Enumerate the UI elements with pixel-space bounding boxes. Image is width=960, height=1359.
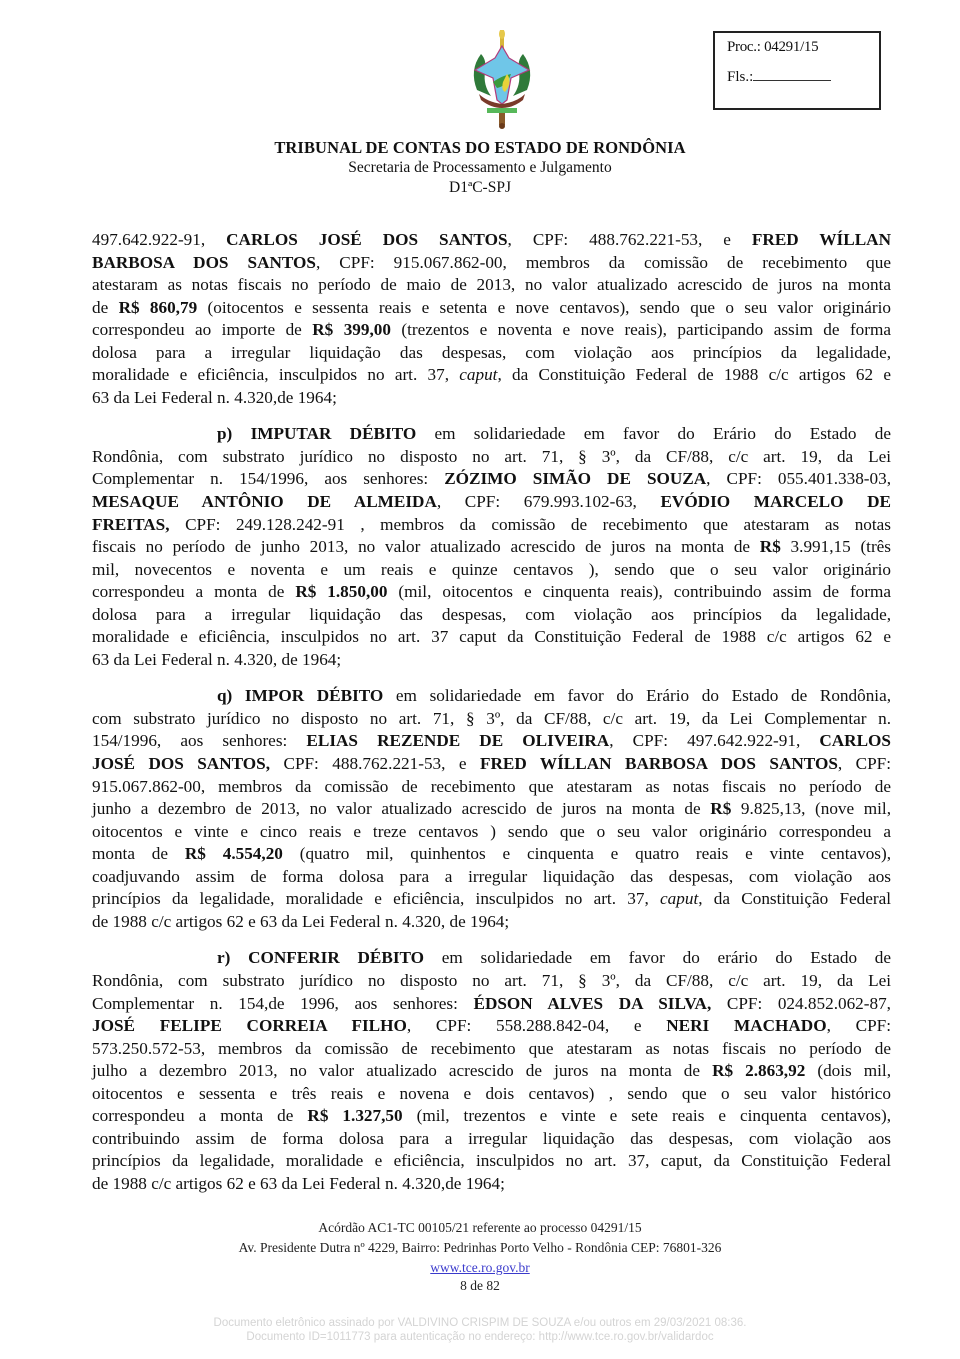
text-line: [92, 559, 891, 582]
text-run: (quatro mil, quinhentos e cinquenta e quatro reais e vinte centavos),: [282, 844, 891, 864]
text-line: [92, 319, 891, 342]
text-run: Complementar n. 154/1996, aos senhores:: [92, 469, 445, 489]
text-run: dolosa para a irregular liquidação das despesas, com violação aos princípios da legalidade,: [92, 604, 891, 624]
text-run: mil, novecentos e noventa e um reais e quinze centavos ), sendo que o seu valor originário: [92, 559, 891, 579]
bold-text: R$ 4.554,20: [184, 844, 283, 864]
bold-text: FRED WÍLLAN: [751, 230, 891, 249]
text-run: (mil, trezentos e vinte e sete reais e cinquenta centavos),: [402, 1106, 891, 1126]
text-line: [92, 866, 891, 889]
text-line: [92, 387, 891, 410]
text-run: coadjuvando assim de forma dolosa para a irregular liquidação das despesas, com violação aos: [92, 866, 891, 886]
text-line: [92, 297, 891, 320]
text-run: com substrato jurídico no disposto no art. 71, § 3º, da CF/88, c/c art. 19, da Lei Complementar n.: [92, 708, 891, 728]
page-number: 8 de 82: [460, 1278, 500, 1293]
text-run: de 1988 c/c artigos 62 e 63 da Lei Federal n. 4.320,de 1964;: [92, 1173, 505, 1193]
text-line: [92, 229, 891, 252]
text-line: [92, 1038, 891, 1061]
text-line: [92, 798, 891, 821]
text-run: oitocentos e sessenta e três reais e novena e dois centavos) , sendo que o seu valor histórico: [92, 1083, 891, 1103]
bold-text: R$ 2.863,92: [712, 1061, 806, 1081]
text-run: (trezentos e noventa e nove reais), participando assim de forma: [390, 320, 891, 340]
bold-text: FRED WÍLLAN BARBOSA DOS SANTOS: [479, 754, 838, 774]
text-run: Rondônia, com substrato jurídico no disposto no art. 71, § 3º, da CF/88, c/c art. 19, da Lei: [92, 446, 891, 466]
text-line: [92, 1083, 891, 1106]
text-run: oitocentos e vinte e cinco reais e treze centavos ) sendo que o seu valor originário correspondeu a: [92, 821, 891, 841]
footer-address: Av. Presidente Dutra nº 4229, Bairro: Pedrinhas Porto Velho - Rondônia CEP: 76801-326: [238, 1240, 722, 1255]
paragraph-gap: [92, 671, 891, 685]
text-run: 154/1996, aos senhores:: [92, 731, 307, 751]
text-line: [92, 753, 891, 776]
bold-text: R$ 1.327,50: [307, 1106, 403, 1126]
text-line: [92, 685, 891, 708]
paragraph: [92, 229, 891, 409]
bold-text: p) IMPUTAR DÉBITO: [217, 424, 417, 444]
text-line: [92, 491, 891, 514]
text-line: [92, 626, 891, 649]
text-line: [92, 274, 891, 297]
bold-text: JOSÉ FELIPE CORREIA FILHO: [92, 1016, 407, 1036]
text-run: Complementar n. 154,de 1996, aos senhores:: [92, 993, 474, 1013]
text-line: [92, 536, 891, 559]
text-line: [92, 1150, 891, 1173]
text-run: (oitocentos e sessenta reais e setenta e nove centavos), sendo que o seu valor originário: [197, 297, 891, 317]
text-line: [92, 342, 891, 365]
text-line: [92, 468, 891, 491]
text-run: julho a dezembro 2013, no valor atualizado acrescido de juros na monta de: [92, 1061, 713, 1081]
text-line: [92, 1015, 891, 1038]
text-line: [92, 888, 891, 911]
bold-text: JOSÉ DOS SANTOS,: [92, 754, 271, 774]
text-run: correspondeu a monta de: [92, 582, 296, 602]
text-run: , CPF:: [826, 1016, 891, 1036]
paragraph: [92, 947, 891, 1195]
text-line: [92, 423, 891, 446]
text-run: em solidariedade em favor do erário do Estado de: [424, 948, 891, 968]
bold-text: CARLOS JOSÉ DOS SANTOS: [226, 230, 508, 249]
paragraph-gap: [92, 409, 891, 423]
text-run: 573.250.572-53, membros da comissão de recebimento que atestaram as notas fiscais no período de: [92, 1038, 891, 1058]
text-run: , CPF: 055.401.338-03,: [706, 469, 892, 489]
document-body: [92, 229, 891, 1195]
text-run: 63 da Lei Federal n. 4.320,de 1964;: [92, 387, 337, 407]
text-run: princípios da legalidade, moralidade e eficiência, insculpidos no art. 37, caput, da Constituição Federal: [92, 1151, 891, 1171]
text-line: [92, 581, 891, 604]
bold-text: NERI MACHADO: [666, 1016, 827, 1036]
text-line: [92, 993, 891, 1016]
department-subtitle: Secretaria de Processamento e Julgamento: [348, 159, 612, 176]
text-run: 9.825,13, (nove mil,: [731, 799, 891, 819]
bold-text: ÉDSON ALVES DA SILVA,: [473, 993, 712, 1013]
text-run: Rondônia, com substrato jurídico no disposto no art. 71, § 3º, da CF/88, c/c art. 19, da Lei: [92, 970, 891, 990]
text-run: 3.991,15 (três: [780, 537, 891, 557]
text-line: [92, 446, 891, 469]
text-run: CPF: 488.762.221-53, e: [270, 754, 480, 774]
text-run: princípios da legalidade, moralidade e eficiência, insculpidos no art. 37,: [92, 889, 661, 909]
text-run: 497.642.922-91,: [92, 230, 227, 249]
italic-text: caput: [660, 889, 699, 909]
text-line: [92, 1060, 891, 1083]
folio-label: Fls.:: [727, 69, 754, 85]
footer-website-link[interactable]: www.tce.ro.gov.br: [430, 1260, 530, 1275]
text-run: (dois mil,: [805, 1061, 891, 1081]
signature-watermark-line1: Documento eletrônico assinado por VALDIVINO CRISPIM DE SOUZA e/ou outros em 29/03/2021 08:36.: [213, 1317, 747, 1329]
text-run: , da Constituição Federal: [698, 889, 891, 909]
text-run: em solidariedade em favor do Erário do Estado de Rondônia,: [383, 686, 891, 706]
bold-text: ELIAS REZENDE DE OLIVEIRA: [306, 731, 610, 751]
process-number: Proc.: 04291/15: [727, 39, 819, 55]
text-run: monta de: [92, 844, 185, 864]
text-run: , CPF: 488.762.221-53, e: [507, 230, 752, 249]
text-line: [92, 252, 891, 275]
italic-text: caput: [459, 365, 498, 385]
process-stamp-box: [713, 31, 881, 110]
text-run: , CPF: 558.288.842-04, e: [406, 1016, 667, 1036]
text-line: [92, 604, 891, 627]
bold-text: R$: [710, 799, 732, 819]
bold-text: CARLOS: [819, 731, 891, 751]
bold-text: R$ 1.850,00: [295, 582, 388, 602]
folio-blank-line: [753, 67, 831, 81]
text-line: [92, 514, 891, 537]
paragraph: [92, 423, 891, 671]
text-run: de 1988 c/c artigos 62 e 63 da Lei Federal n. 4.320, de 1964;: [92, 911, 510, 931]
text-line: [92, 911, 891, 934]
text-run: CPF: 249.128.242-91 , membros da comissão de recebimento que atestaram as notas: [169, 514, 891, 534]
text-line: [92, 970, 891, 993]
text-run: , CPF:: [837, 754, 891, 774]
text-line: [92, 649, 891, 672]
rondonia-coat-of-arms-icon: [467, 30, 537, 130]
text-run: , da Constituição Federal de 1988 c/c artigos 62 e: [497, 365, 891, 385]
text-run: contribuindo assim de forma dolosa para a irregular liquidação das despesas, com violação aos: [92, 1128, 891, 1148]
bold-text: ZÓZIMO SIMÃO DE SOUZA: [444, 469, 707, 489]
text-run: junho a dezembro de 2013, no valor atualizado acrescido de juros na monta de: [92, 799, 711, 819]
text-run: moralidade e eficiência, insculpidos no art. 37 caput da Constituição Federal de 1988 c/c artigos 62 e: [92, 627, 891, 647]
paragraph: [92, 685, 891, 933]
text-line: [92, 364, 891, 387]
text-line: [92, 730, 891, 753]
bold-text: R$ 399,00: [312, 320, 391, 340]
text-run: (mil, oitocentos e cinquenta reais), contribuindo assim de forma: [387, 582, 891, 602]
text-run: , CPF: 679.993.102-63,: [436, 492, 661, 512]
text-line: [92, 1173, 891, 1196]
text-line: [92, 708, 891, 731]
bold-text: q) IMPOR DÉBITO: [217, 686, 384, 706]
division-code: D1ªC-SPJ: [449, 179, 511, 196]
text-run: dolosa para a irregular liquidação das despesas, com violação aos princípios da legalidade,: [92, 342, 891, 362]
text-run: , CPF: 497.642.922-91,: [609, 731, 820, 751]
folio-field: [727, 67, 831, 86]
bold-text: FREITAS,: [92, 514, 170, 534]
text-line: [92, 776, 891, 799]
text-line: [92, 1128, 891, 1151]
text-line: [92, 821, 891, 844]
text-run: atestaram as notas fiscais no período de maio de 2013, no valor atualizado acrescido de juros na monta: [92, 275, 891, 295]
text-run: correspondeu a monta de: [92, 1106, 308, 1126]
text-line: [92, 947, 891, 970]
bold-text: r) CONFERIR DÉBITO: [217, 948, 425, 968]
text-run: de: [92, 297, 119, 317]
text-line: [92, 843, 891, 866]
bold-text: MESAQUE ANTÔNIO DE ALMEIDA: [92, 492, 437, 512]
bold-text: R$: [759, 537, 781, 557]
text-run: correspondeu ao importe de: [92, 320, 313, 340]
signature-watermark-line2: Documento ID=1011773 para autenticação no endereço: http://www.tce.ro.gov.br/validardoc: [246, 1331, 714, 1343]
text-run: , CPF: 915.067.862-00, membros da comissão de recebimento que: [315, 252, 892, 272]
text-run: em solidariedade em favor do Erário do Estado de: [416, 424, 891, 444]
text-run: fiscais no período de junho 2013, no valor atualizado acrescido de juros na monta de: [92, 537, 760, 557]
text-run: CPF: 024.852.062-87,: [711, 993, 891, 1013]
paragraph-gap: [92, 933, 891, 947]
bold-text: BARBOSA DOS SANTOS: [92, 252, 316, 272]
bold-text: R$ 860,79: [118, 297, 198, 317]
text-line: [92, 1105, 891, 1128]
text-run: 915.067.862-00, membros da comissão de recebimento que atestaram as notas fiscais no período de: [92, 776, 891, 796]
institution-title: TRIBUNAL DE CONTAS DO ESTADO DE RONDÔNIA: [274, 138, 686, 157]
text-run: moralidade e eficiência, insculpidos no art. 37,: [92, 365, 460, 385]
bold-text: EVÓDIO MARCELO DE: [660, 492, 891, 512]
text-run: 63 da Lei Federal n. 4.320, de 1964;: [92, 649, 342, 669]
footer-acordao: Acórdão AC1-TC 00105/21 referente ao processo 04291/15: [318, 1220, 642, 1235]
